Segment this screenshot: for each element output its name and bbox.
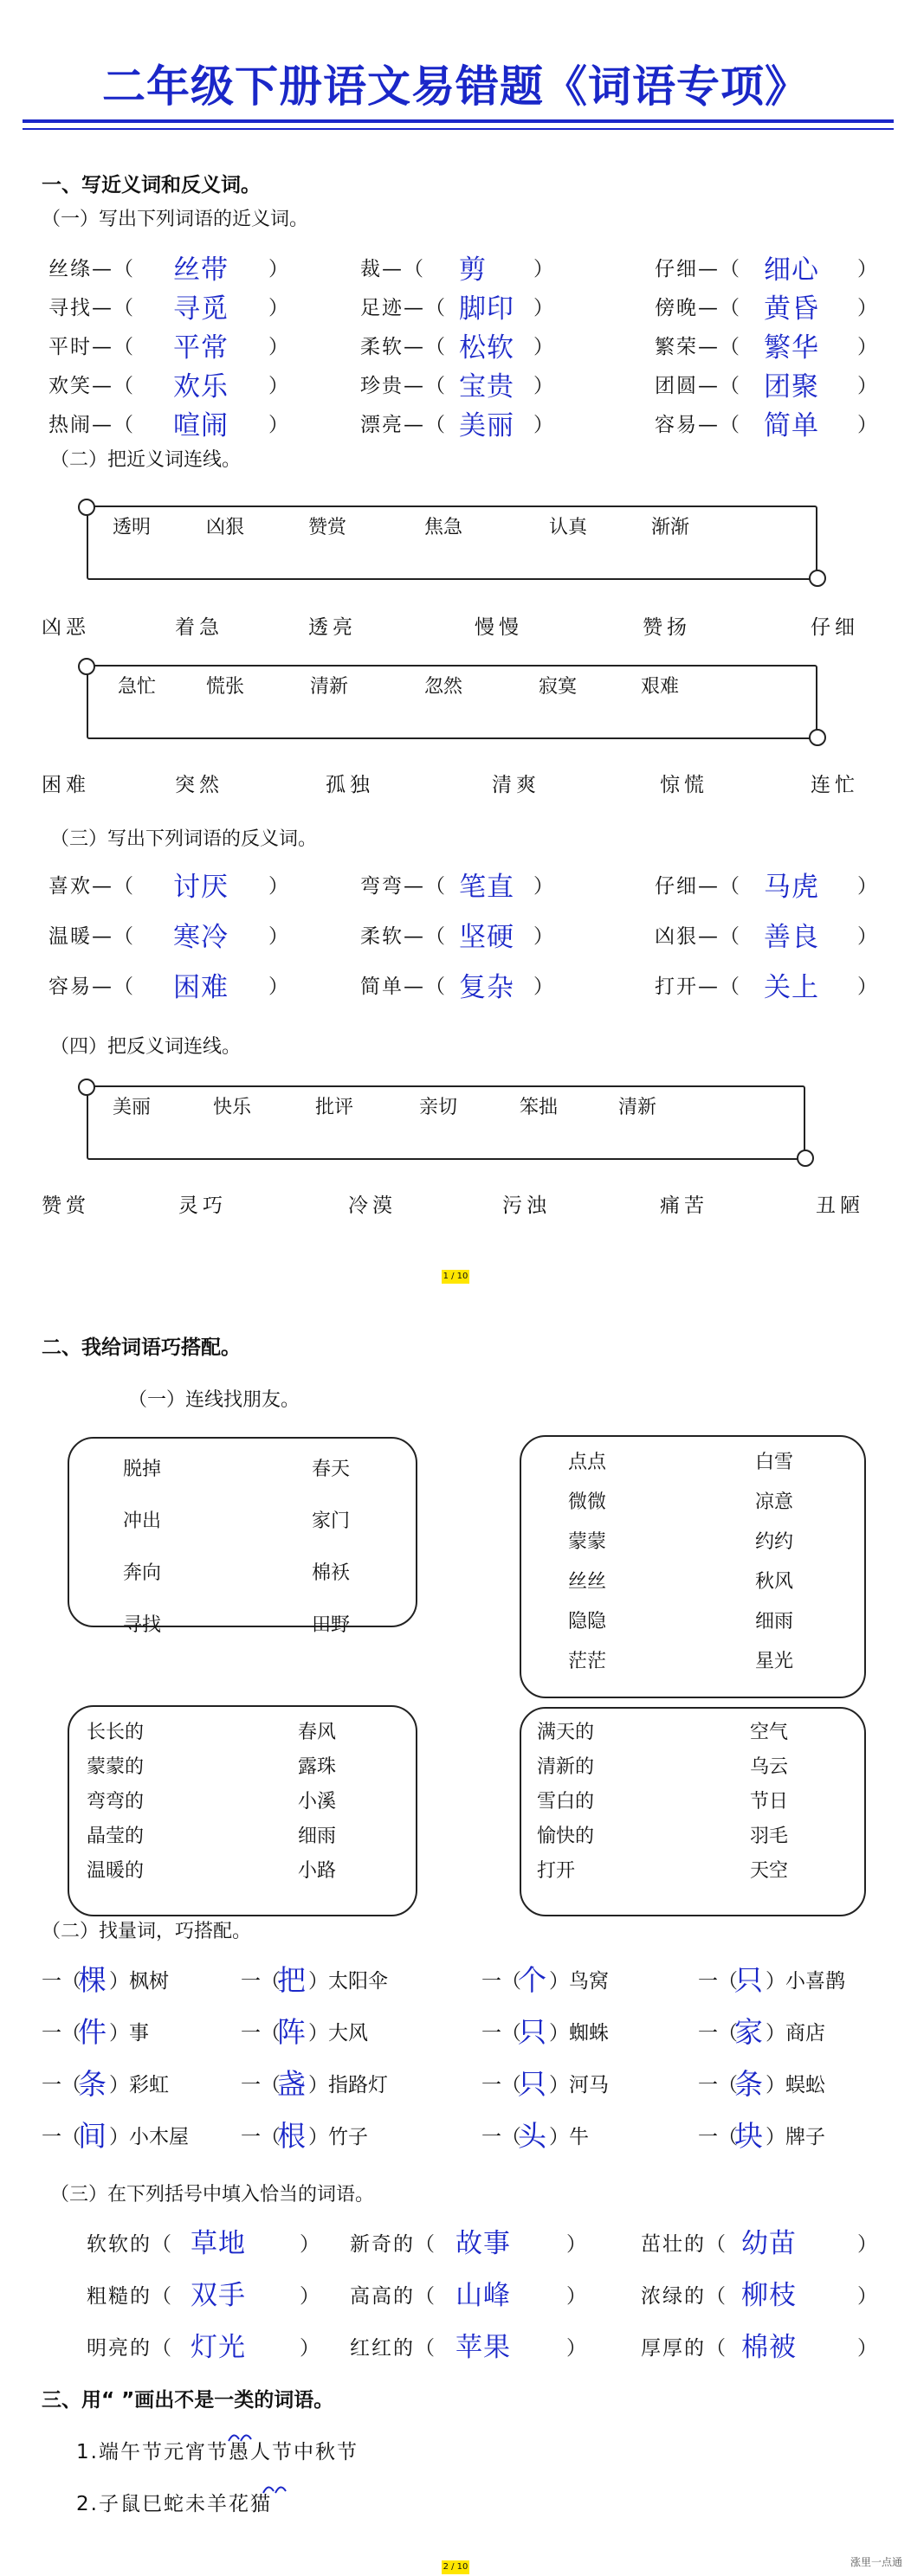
- measure-answer: 只: [734, 1963, 763, 1997]
- pair-word: 寻找: [123, 1614, 162, 1636]
- grid-label: 凶狠—（: [655, 925, 741, 948]
- fill-close: ）: [857, 2337, 879, 2360]
- part-antonym-link-heading: （四）把反义词连线。: [50, 1036, 242, 1058]
- pair-word: 星光: [755, 1651, 794, 1672]
- answer-word: 善良: [764, 922, 819, 953]
- pair-box-a: [68, 1437, 417, 1627]
- fill-answer: 灯光: [191, 2332, 246, 2363]
- measure-noun: ）枫树: [109, 1970, 169, 1993]
- measure-open: 一（: [481, 2126, 521, 2148]
- pair-word: 约约: [755, 1531, 794, 1553]
- answer-word: 马虎: [764, 872, 819, 903]
- scroll-word: 渐渐: [651, 517, 690, 538]
- answer-word: 宝贵: [459, 371, 514, 402]
- pair-word: 丝丝: [568, 1571, 607, 1593]
- measure-noun: ）蜈蚣: [766, 2074, 825, 2096]
- pair-word: 细雨: [298, 1826, 337, 1847]
- scroll-word: 焦急: [424, 517, 463, 538]
- answer-word: 简单: [764, 410, 819, 441]
- pair-word: 田野: [312, 1614, 351, 1636]
- link-word: 冷漠: [348, 1195, 397, 1217]
- grid-label: 寻找—（: [48, 297, 135, 319]
- measure-noun: ）牛: [549, 2126, 589, 2148]
- pair-word: 愉快的: [537, 1826, 595, 1847]
- fill-label: 明亮的（: [87, 2337, 173, 2360]
- fill-label: 新奇的（: [350, 2233, 436, 2256]
- pair-word: 蒙蒙: [568, 1531, 607, 1553]
- grid-label: 温暖—（: [48, 925, 135, 948]
- pair-word: 奔向: [123, 1562, 162, 1584]
- measure-open: 一（: [481, 1970, 521, 1993]
- measure-noun: ）牌子: [766, 2126, 825, 2148]
- fill-answer: 棉被: [741, 2332, 797, 2363]
- measure-answer: 把: [277, 1963, 306, 1997]
- link-word: 赞赏: [42, 1195, 90, 1217]
- answer-word: 脚印: [459, 293, 514, 325]
- grid-label: 裁—（: [360, 258, 425, 280]
- fill-close: ）: [566, 2337, 588, 2360]
- measure-open: 一（: [698, 2074, 738, 2096]
- underline-mark: [225, 2427, 286, 2444]
- measure-open: 一（: [42, 2022, 81, 2045]
- grid-close: ）: [533, 925, 555, 948]
- scroll-word: 寂寞: [539, 676, 578, 698]
- measure-open: 一（: [698, 1970, 738, 1993]
- grid-label: 弯弯—（: [360, 875, 447, 898]
- scroll-word: 笨拙: [520, 1097, 559, 1118]
- grid-close: ）: [533, 297, 555, 319]
- answer-word: 复杂: [459, 972, 514, 1003]
- grid-close: ）: [268, 258, 290, 280]
- grid-close: ）: [533, 258, 555, 280]
- fill-answer: 故事: [456, 2228, 511, 2259]
- fill-label: 粗糙的（: [87, 2285, 173, 2308]
- pair-word: 棉袄: [312, 1562, 351, 1584]
- pair-word: 空气: [750, 1722, 789, 1743]
- grid-label: 喜欢—（: [48, 875, 135, 898]
- answer-word: 喧闹: [173, 410, 229, 441]
- link-word: 凶恶: [42, 616, 90, 639]
- measure-open: 一（: [481, 2074, 521, 2096]
- link-word: 孤独: [326, 774, 374, 796]
- fill-answer: 山峰: [456, 2280, 511, 2311]
- scroll-word: 亲切: [419, 1097, 458, 1118]
- measure-answer: 头: [518, 2119, 546, 2153]
- link-word: 污浊: [502, 1195, 551, 1217]
- pair-word: 点点: [568, 1452, 607, 1473]
- measure-open: 一（: [698, 2022, 738, 2045]
- part-synonym-link-heading: （二）把近义词连线。: [50, 449, 242, 471]
- scroll-word: 认真: [549, 517, 588, 538]
- measure-noun: ）太阳伞: [308, 1970, 388, 1993]
- grid-label: 柔软—（: [360, 925, 447, 948]
- link-word: 着急: [175, 616, 223, 639]
- pair-word: 温暖的: [87, 1860, 145, 1882]
- grid-label: 容易—（: [655, 414, 741, 436]
- link-word: 困难: [42, 774, 90, 796]
- scroll-curl: [78, 1079, 95, 1096]
- grid-label: 繁荣—（: [655, 336, 741, 358]
- answer-word: 美丽: [459, 410, 514, 441]
- link-word: 透亮: [308, 616, 357, 639]
- grid-label: 丝绦—（: [48, 258, 135, 280]
- grid-close: ）: [533, 976, 555, 998]
- grid-close: ）: [268, 976, 290, 998]
- title-rule: [23, 119, 894, 123]
- link-word: 清爽: [492, 774, 540, 796]
- measure-answer: 个: [518, 1963, 546, 1997]
- underline-mark: [260, 2479, 312, 2496]
- pair-word: 春天: [312, 1459, 351, 1480]
- link-word: 痛苦: [660, 1195, 708, 1217]
- answer-word: 欢乐: [173, 371, 229, 402]
- part-antonym-heading: （三）写出下列词语的反义词。: [50, 828, 318, 850]
- footer-watermark: 涨里一点通: [850, 2556, 902, 2568]
- grid-close: ）: [857, 976, 879, 998]
- measure-noun: ）鸟窝: [549, 1970, 609, 1993]
- page-title: 二年级下册语文易错题《词语专项》: [102, 61, 809, 112]
- grid-close: ）: [533, 375, 555, 397]
- measure-open: 一（: [481, 2022, 521, 2045]
- grid-close: ）: [857, 375, 879, 397]
- grid-close: ）: [533, 875, 555, 898]
- measure-answer: 根: [277, 2119, 306, 2153]
- answer-word: 关上: [764, 972, 819, 1003]
- pair-word: 春风: [298, 1722, 337, 1743]
- pair-word: 打开: [537, 1860, 576, 1882]
- answer-word: 坚硬: [459, 922, 514, 953]
- question-1: 1.端午节元宵节愚人节中秋节: [76, 2441, 359, 2463]
- grid-close: ）: [857, 258, 879, 280]
- measure-answer: 间: [78, 2119, 107, 2153]
- answer-word: 寒冷: [173, 922, 229, 953]
- pair-word: 脱掉: [123, 1459, 162, 1480]
- scroll-word: 艰难: [641, 676, 680, 698]
- fill-label: 厚厚的（: [641, 2337, 727, 2360]
- fill-label: 高高的（: [350, 2285, 436, 2308]
- measure-answer: 家: [734, 2015, 763, 2049]
- measure-noun: ）竹子: [308, 2126, 368, 2148]
- measure-open: 一（: [241, 2074, 281, 2096]
- grid-close: ）: [268, 297, 290, 319]
- grid-label: 团圆—（: [655, 375, 741, 397]
- measure-answer: 块: [734, 2119, 763, 2153]
- pair-word: 凉意: [755, 1491, 794, 1513]
- pair-word: 白雪: [755, 1452, 794, 1473]
- scroll-word: 赞赏: [308, 517, 347, 538]
- scroll-word: 忽然: [424, 676, 463, 698]
- measure-open: 一（: [241, 1970, 281, 1993]
- pair-word: 长长的: [87, 1722, 145, 1743]
- grid-close: ）: [857, 414, 879, 436]
- link-word: 突然: [175, 774, 223, 796]
- answer-word: 黄昏: [764, 293, 819, 325]
- link-word: 灵巧: [178, 1195, 227, 1217]
- grid-label: 珍贵—（: [360, 375, 447, 397]
- grid-close: ）: [533, 414, 555, 436]
- fill-answer: 苹果: [456, 2332, 511, 2363]
- measure-noun: ）小木屋: [109, 2126, 189, 2148]
- fill-answer: 双手: [191, 2280, 246, 2311]
- grid-close: ）: [533, 336, 555, 358]
- pair-word: 细雨: [755, 1611, 794, 1633]
- link-word: 仔细: [811, 616, 859, 639]
- link-word: 连忙: [811, 774, 859, 796]
- section-two-heading: 二、我给词语巧搭配。: [42, 1336, 241, 1359]
- grid-close: ）: [268, 925, 290, 948]
- measure-noun: ）事: [109, 2022, 149, 2045]
- measure-noun: ）蜘蛛: [549, 2022, 609, 2045]
- measure-noun: ）商店: [766, 2022, 825, 2045]
- measure-noun: ）大风: [308, 2022, 368, 2045]
- fill-close: ）: [300, 2337, 321, 2360]
- grid-label: 热闹—（: [48, 414, 135, 436]
- pair-word: 露珠: [298, 1756, 337, 1778]
- answer-word: 繁华: [764, 332, 819, 364]
- answer-word: 细心: [764, 254, 819, 286]
- grid-label: 仔细—（: [655, 875, 741, 898]
- fill-answer: 草地: [191, 2228, 246, 2259]
- pair-word: 弯弯的: [87, 1791, 145, 1813]
- grid-close: ）: [268, 336, 290, 358]
- grid-label: 欢笑—（: [48, 375, 135, 397]
- part-fill-heading: （三）在下列括号中填入恰当的词语。: [50, 2184, 375, 2206]
- measure-answer: 只: [518, 2067, 546, 2101]
- grid-close: ）: [857, 336, 879, 358]
- scroll-word: 清新: [618, 1097, 657, 1118]
- scroll-curl: [78, 658, 95, 675]
- answer-word: 剪: [459, 254, 487, 286]
- page-number: 1 / 10: [442, 1270, 469, 1284]
- link-word: 赞扬: [643, 616, 691, 639]
- measure-open: 一（: [241, 2126, 281, 2148]
- grid-close: ）: [857, 297, 879, 319]
- grid-label: 足迹—（: [360, 297, 447, 319]
- scroll-word: 急忙: [118, 676, 157, 698]
- grid-close: ）: [268, 375, 290, 397]
- measure-open: 一（: [241, 2022, 281, 2045]
- pair-word: 清新的: [537, 1756, 595, 1778]
- measure-noun: ）彩虹: [109, 2074, 169, 2096]
- grid-close: ）: [268, 414, 290, 436]
- fill-close: ）: [300, 2233, 321, 2256]
- grid-label: 仔细—（: [655, 258, 741, 280]
- measure-answer: 阵: [277, 2015, 306, 2049]
- answer-word: 丝带: [173, 254, 229, 286]
- scroll-curl: [809, 729, 826, 746]
- measure-answer: 只: [518, 2015, 546, 2049]
- pair-word: 家门: [312, 1510, 351, 1532]
- link-word: 慢慢: [475, 616, 523, 639]
- fill-close: ）: [566, 2285, 588, 2308]
- fill-label: 软软的（: [87, 2233, 173, 2256]
- pair-word: 茫茫: [568, 1651, 607, 1672]
- pair-word: 隐隐: [568, 1611, 607, 1633]
- grid-label: 漂亮—（: [360, 414, 447, 436]
- pair-word: 蒙蒙的: [87, 1756, 145, 1778]
- pair-word: 微微: [568, 1491, 607, 1513]
- answer-word: 团聚: [764, 371, 819, 402]
- scroll-word: 快乐: [213, 1097, 252, 1118]
- part-measure-word-heading: （二）找量词，巧搭配。: [42, 1921, 252, 1942]
- measure-answer: 棵: [78, 1963, 107, 1997]
- pair-word: 晶莹的: [87, 1826, 145, 1847]
- measure-answer: 件: [78, 2015, 107, 2049]
- scroll-word: 美丽: [113, 1097, 152, 1118]
- measure-noun: ）指路灯: [308, 2074, 388, 2096]
- pair-word: 羽毛: [750, 1826, 789, 1847]
- measure-noun: ）河马: [549, 2074, 609, 2096]
- grid-close: ）: [857, 875, 879, 898]
- fill-close: ）: [566, 2233, 588, 2256]
- scroll-word: 慌张: [206, 676, 245, 698]
- measure-open: 一（: [42, 1970, 81, 1993]
- measure-open: 一（: [42, 2074, 81, 2096]
- measure-answer: 条: [78, 2067, 107, 2101]
- fill-answer: 幼苗: [741, 2228, 797, 2259]
- link-word: 惊慌: [660, 774, 708, 796]
- answer-word: 困难: [173, 972, 229, 1003]
- fill-close: ）: [857, 2233, 879, 2256]
- measure-answer: 盏: [277, 2067, 306, 2101]
- grid-label: 容易—（: [48, 976, 135, 998]
- pair-word: 天空: [750, 1860, 789, 1882]
- section-one-heading: 一、写近义词和反义词。: [42, 174, 261, 196]
- part-pairing-heading: （一）连线找朋友。: [128, 1389, 300, 1411]
- pair-word: 冲出: [123, 1510, 162, 1532]
- scroll-word: 透明: [113, 517, 152, 538]
- question-2: 2.子鼠巳蛇未羊花猫: [76, 2493, 272, 2515]
- pair-word: 雪白的: [537, 1791, 595, 1813]
- title-rule-thin: [23, 128, 894, 130]
- scroll-word: 批评: [315, 1097, 354, 1118]
- scroll-curl: [809, 570, 826, 587]
- answer-word: 松软: [459, 332, 514, 364]
- grid-label: 简单—（: [360, 976, 447, 998]
- link-word: 丑陋: [816, 1195, 864, 1217]
- scroll-word: 凶狠: [206, 517, 245, 538]
- scroll-curl: [78, 499, 95, 516]
- fill-label: 红红的（: [350, 2337, 436, 2360]
- part-synonym-heading: （一）写出下列词语的近义词。: [42, 209, 309, 230]
- fill-label: 茁壮的（: [641, 2233, 727, 2256]
- measure-answer: 条: [734, 2067, 763, 2101]
- grid-close: ）: [268, 875, 290, 898]
- fill-label: 浓绿的（: [641, 2285, 727, 2308]
- fill-answer: 柳枝: [741, 2280, 797, 2311]
- grid-close: ）: [857, 925, 879, 948]
- pair-word: 节日: [750, 1791, 789, 1813]
- grid-label: 打开—（: [655, 976, 741, 998]
- fill-close: ）: [857, 2285, 879, 2308]
- section-three-heading: 三、用“ ”画出不是一类的词语。: [42, 2389, 334, 2412]
- grid-label: 柔软—（: [360, 336, 447, 358]
- measure-open: 一（: [698, 2126, 738, 2148]
- grid-label: 傍晚—（: [655, 297, 741, 319]
- fill-close: ）: [300, 2285, 321, 2308]
- answer-word: 讨厌: [173, 872, 229, 903]
- scroll-word: 清新: [310, 676, 349, 698]
- pair-word: 小路: [298, 1860, 337, 1882]
- pair-word: 秋风: [755, 1571, 794, 1593]
- grid-label: 平时—（: [48, 336, 135, 358]
- page-number: 2 / 10: [442, 2560, 469, 2574]
- answer-word: 笔直: [459, 872, 514, 903]
- pair-word: 满天的: [537, 1722, 595, 1743]
- measure-open: 一（: [42, 2126, 81, 2148]
- answer-word: 平常: [173, 332, 229, 364]
- scroll-curl: [797, 1150, 814, 1167]
- pair-word: 小溪: [298, 1791, 337, 1813]
- answer-word: 寻觅: [173, 293, 229, 325]
- measure-noun: ）小喜鹊: [766, 1970, 845, 1993]
- pair-word: 乌云: [750, 1756, 789, 1778]
